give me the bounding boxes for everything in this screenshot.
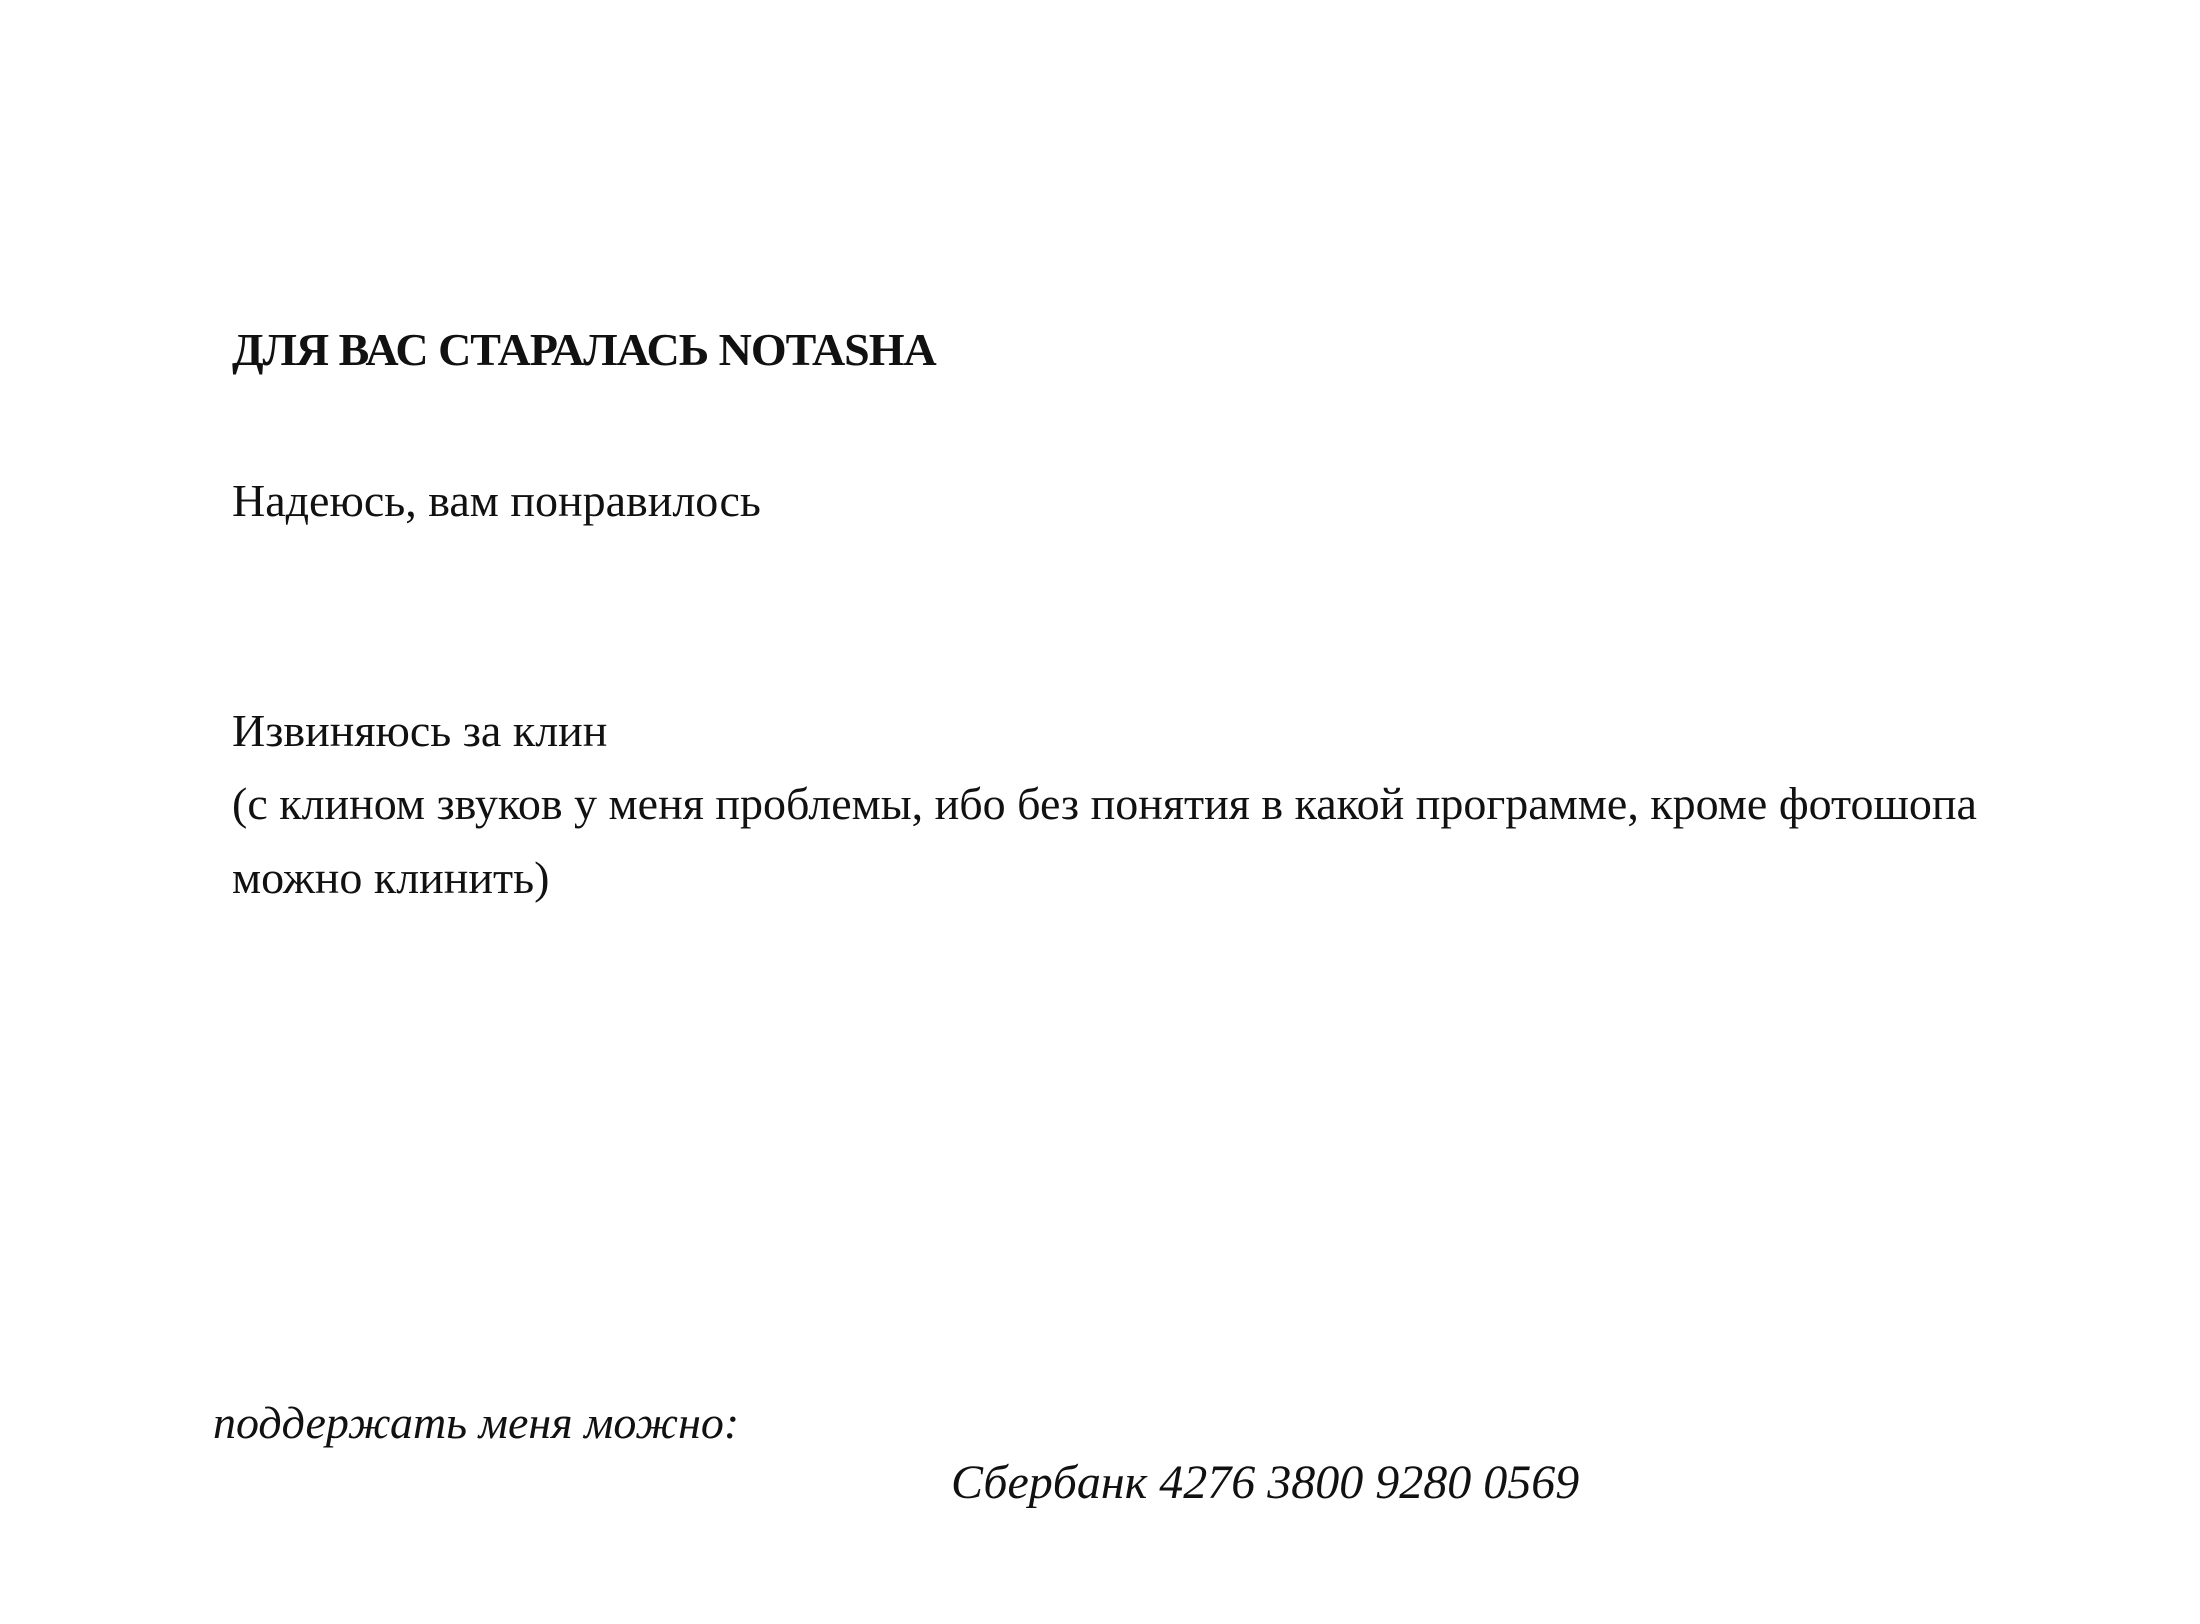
- cleaning-note-line-1: (с клином звуков у меня проблемы, ибо без понятия в какой программе, кроме фотошопа: [232, 778, 1977, 829]
- support-label: поддержать меня можно:: [213, 1397, 740, 1448]
- cleaning-note-line-2: можно клинить): [232, 852, 550, 903]
- bank-card-details: Сбербанк 4276 3800 9280 0569: [951, 1456, 1580, 1509]
- document-heading: ДЛЯ ВАС СТАРАЛАСЬ NOTASHA: [232, 324, 936, 375]
- hope-text: Надеюсь, вам понравилось: [232, 475, 761, 526]
- apology-text: Извиняюсь за клин: [232, 705, 608, 756]
